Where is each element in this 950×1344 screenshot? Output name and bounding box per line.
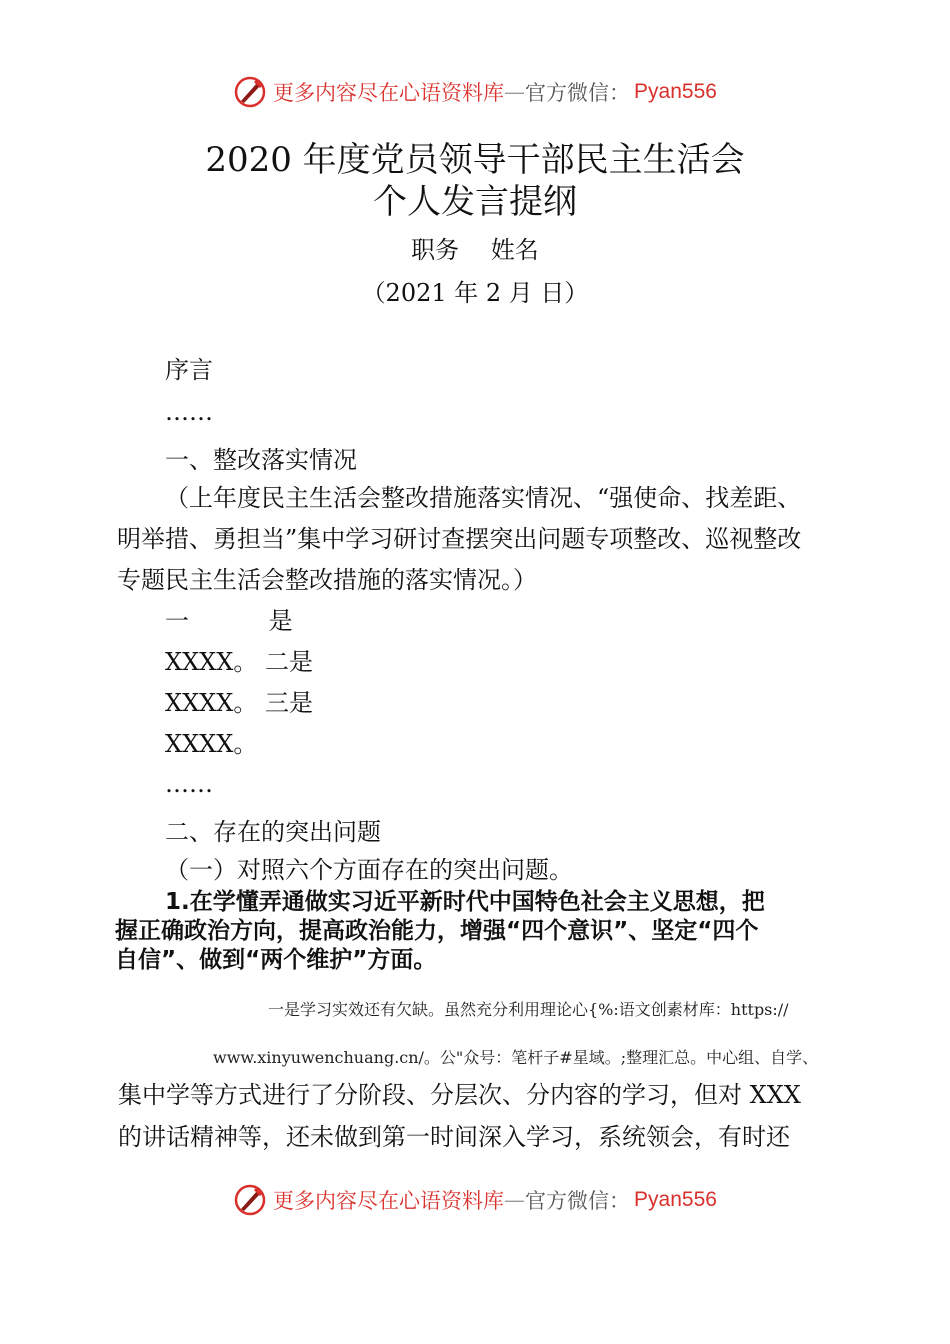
section1-item: XXXX。 二是 xyxy=(165,648,313,676)
small-text-line: 一是学习实效还有欠缺。虽然充分利用理论心{%:语文创素材库：https:// xyxy=(268,1000,789,1019)
logo-icon xyxy=(233,75,267,109)
document-title-line2: 个人发言提纲 xyxy=(373,182,577,222)
banner-text: 更多内容尽在心语资料库 xyxy=(273,81,505,105)
banner-wechat-label: 官方微信： xyxy=(525,81,631,105)
section2-subheading: （一）对照六个方面存在的突出问题。 xyxy=(165,856,573,884)
point1-line: 握正确政治方向，提高政治能力，增强“四个意识”、坚定“四个 xyxy=(115,918,759,944)
section1-intro-line: 明举措、勇担当”集中学习研讨查摆突出问题专项整改、巡视整改 xyxy=(117,525,802,553)
section1-intro-line: （上年度民主生活会整改措施落实情况、“强使命、找差距、 xyxy=(165,484,802,512)
banner-text: 更多内容尽在心语资料库 xyxy=(273,1189,505,1213)
preface: 序言 xyxy=(165,356,213,384)
banner-dash: — xyxy=(504,80,526,104)
footer-banner xyxy=(0,1180,950,1220)
point1-line: 1.在学懂弄通做实习近平新时代中国特色社会主义思想，把 xyxy=(165,889,765,915)
position-name: 职务 姓名 xyxy=(411,236,539,264)
point1-line: 自信”、做到“两个维护”方面。 xyxy=(115,947,437,973)
section1-item: XXXX。 三是 xyxy=(165,689,313,717)
section1-intro-line: 专题民主生活会整改措施的落实情况。） xyxy=(117,566,537,594)
paragraph-line: 集中学等方式进行了分阶段、分层次、分内容的学习，但对 XXX xyxy=(118,1081,801,1109)
ellipsis: …… xyxy=(165,398,213,426)
section1-item: XXXX。 xyxy=(165,730,258,758)
banner-wechat-id: Pyan556 xyxy=(634,80,717,103)
logo-icon xyxy=(233,1183,267,1217)
banner-dash: — xyxy=(504,1188,526,1212)
section1-heading: 一、整改落实情况 xyxy=(165,446,357,474)
small-text-line: www.xinyuwenchuang.cn/。公"众号：笔杆子#星域。;整理汇总。中心组、自学、 xyxy=(213,1048,819,1067)
header-banner xyxy=(0,72,950,112)
document-date: （2021 年 2 月 日） xyxy=(361,279,589,307)
banner-wechat-id: Pyan556 xyxy=(634,1188,717,1211)
banner-wechat-label: 官方微信： xyxy=(525,1189,631,1213)
paragraph-line: 的讲话精神等，还未做到第一时间深入学习，系统领会，有时还 xyxy=(118,1123,790,1151)
section2-heading: 二、存在的突出问题 xyxy=(165,818,381,846)
ellipsis: …… xyxy=(165,770,213,798)
section1-item: 一 是 xyxy=(165,607,293,635)
document-title-line1: 2020 年度党员领导干部民主生活会 xyxy=(205,140,745,180)
